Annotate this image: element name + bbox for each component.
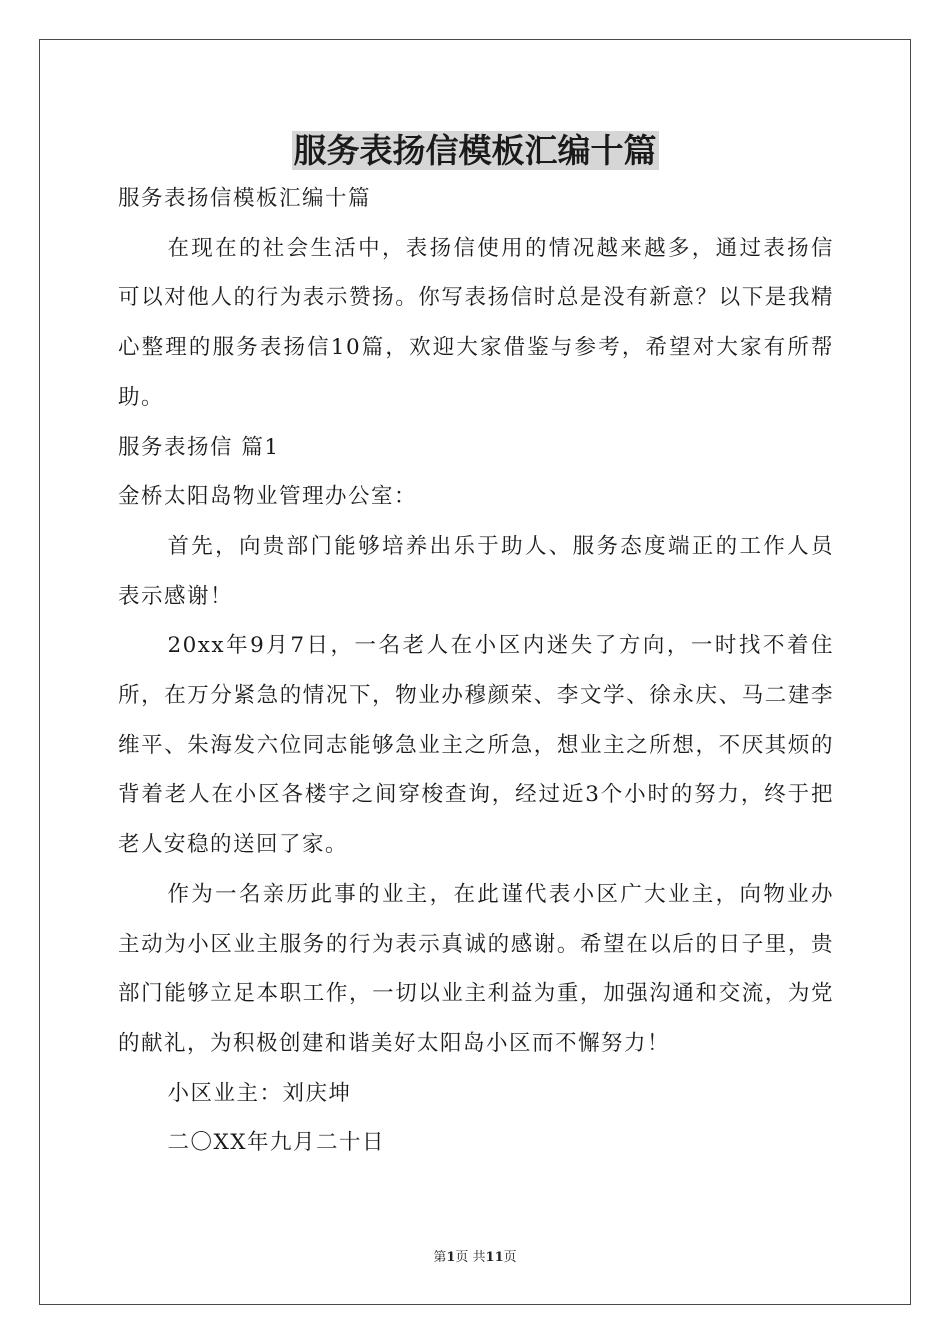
footer-current-page: 1 <box>446 1250 456 1265</box>
footer-total-pages: 11 <box>485 1250 504 1265</box>
document-body <box>118 174 834 1168</box>
subtitle-line: 服务表扬信模板汇编十篇 <box>118 186 372 211</box>
letter-paragraph-3: 作为一名亲历此事的业主，在此谨代表小区广大业主，向物业办主动为小区业主服务的行为表示真诚的感谢。希望在以后的日子里，贵部门能够立足本职工作，一切以业主利益为重，加强沟通和交流，为党的献礼，为积极创建和谐美好太阳岛小区而不懈努力！ <box>118 881 834 1056</box>
signature-line: 小区业主：刘庆坤 <box>167 1080 352 1106</box>
document-title-text: 服务表扬信模板汇编十篇 <box>293 131 657 170</box>
page-footer <box>0 1249 950 1267</box>
intro-paragraph: 在现在的社会生活中，表扬信使用的情况越来越多，通过表扬信可以对他人的行为表示赞扬。你写表扬信时总是没有新意？以下是我精心整理的服务表扬信10篇，欢迎大家借鉴与参考，希望对大家有所帮助。 <box>118 235 834 410</box>
date-line: 二〇XX年九月二十日 <box>167 1130 386 1156</box>
letter-paragraph-2: 20xx年9月7日，一名老人在小区内迷失了方向，一时找不着住所，在万分紧急的情况下，物业办穆颜荣、李文学、徐永庆、马二建李维平、朱海发六位同志能够急业主之所急，想业主之所想，不厌其烦的背着老人在小区各楼宇之间穿梭查询，经过近3个小时的努力，终于把老人安稳的送回了家。 <box>118 633 834 858</box>
footer-suffix: 页 <box>503 1250 517 1265</box>
salutation-line: 金桥太阳岛物业管理办公室： <box>118 484 418 510</box>
section-heading: 服务表扬信 篇1 <box>118 434 280 460</box>
letter-paragraph-1: 首先，向贵部门能够培养出乐于助人、服务态度端正的工作人员表示感谢！ <box>118 533 834 609</box>
footer-middle: 页 共 <box>455 1250 486 1265</box>
document-title <box>0 130 950 172</box>
footer-prefix: 第 <box>433 1250 447 1265</box>
